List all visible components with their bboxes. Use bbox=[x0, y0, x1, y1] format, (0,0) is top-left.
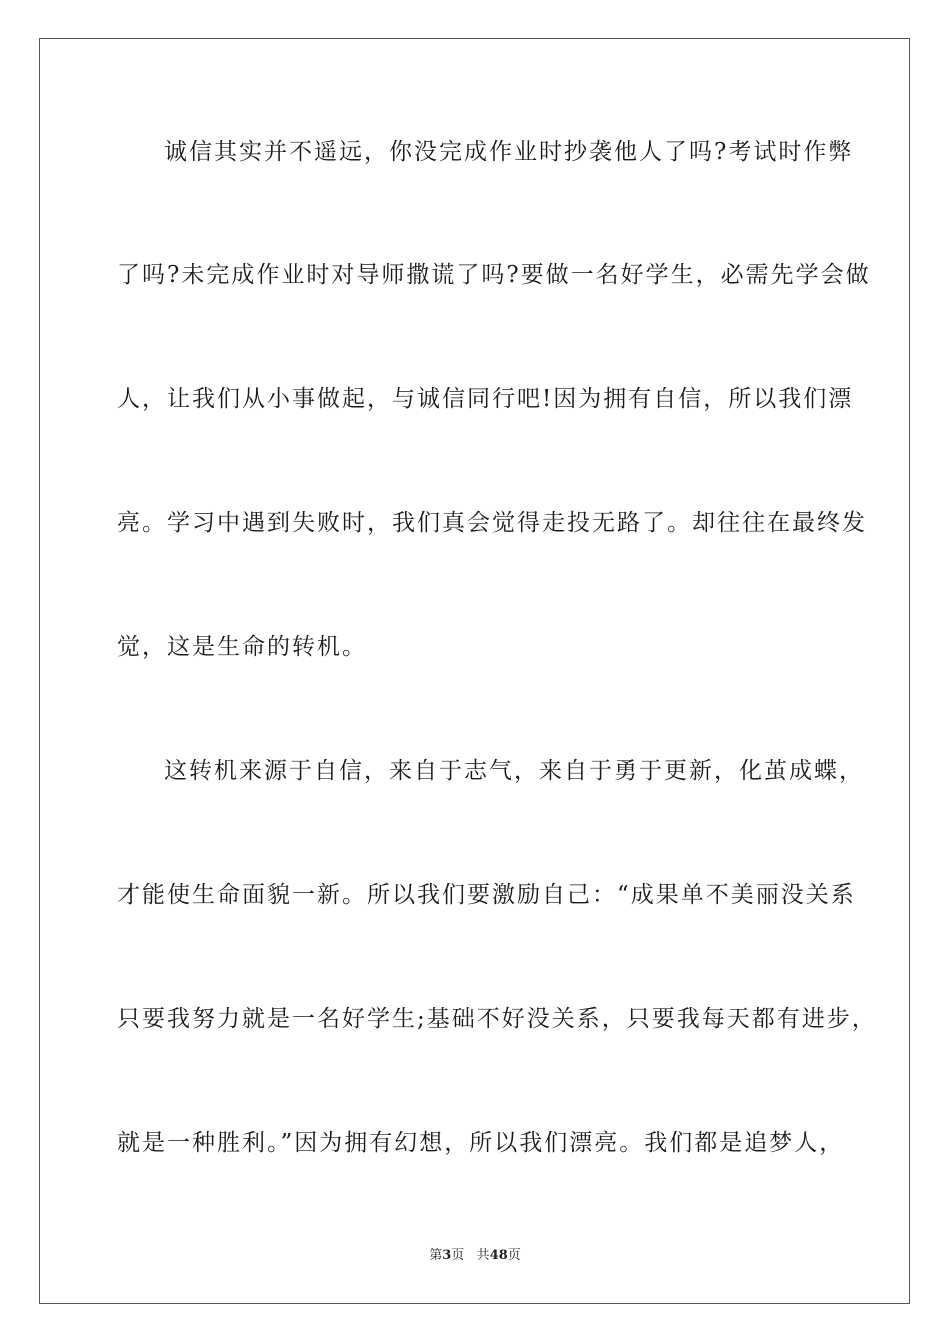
page-prefix: 第 bbox=[429, 1248, 443, 1263]
paragraph-2-line-2: 才能使生命面貌一新。所以我们要激励自己：“成果单不美丽没关系 bbox=[117, 882, 856, 908]
paragraph-2-line-4: 就是一种胜利。”因为拥有幻想，所以我们漂亮。我们都是追梦人， bbox=[117, 1130, 845, 1156]
total-suffix: 页 bbox=[507, 1248, 521, 1263]
page-frame bbox=[39, 38, 910, 1304]
paragraph-1-line-5: 觉，这是生命的转机。 bbox=[117, 634, 367, 660]
paragraph-1-line-2: 了吗?未完成作业时对导师撒谎了吗?要做一名好学生，必需先学会做 bbox=[117, 262, 871, 288]
paragraph-1-line-1: 诚信其实并不遥远，你没完成作业时抄袭他人了吗?考试时作弊 bbox=[164, 139, 854, 165]
total-pages: 48 bbox=[489, 1248, 508, 1263]
paragraph-1-line-3: 人，让我们从小事做起，与诚信同行吧!因为拥有自信，所以我们漂 bbox=[117, 386, 854, 412]
page-footer bbox=[0, 1248, 950, 1264]
paragraph-2-line-1: 这转机来源于自信，来自于志气，来自于勇于更新，化茧成蝶， bbox=[164, 758, 864, 784]
paragraph-2-line-3: 只要我努力就是一名好学生;基础不好没关系，只要我每天都有进步， bbox=[117, 1006, 877, 1032]
paragraph-1-line-4: 亮。学习中遇到失败时，我们真会觉得走投无路了。却往往在最终发 bbox=[117, 510, 867, 536]
total-prefix: 共 bbox=[476, 1248, 490, 1263]
page-number: 3 bbox=[442, 1248, 452, 1263]
page-suffix: 页 bbox=[451, 1248, 465, 1263]
